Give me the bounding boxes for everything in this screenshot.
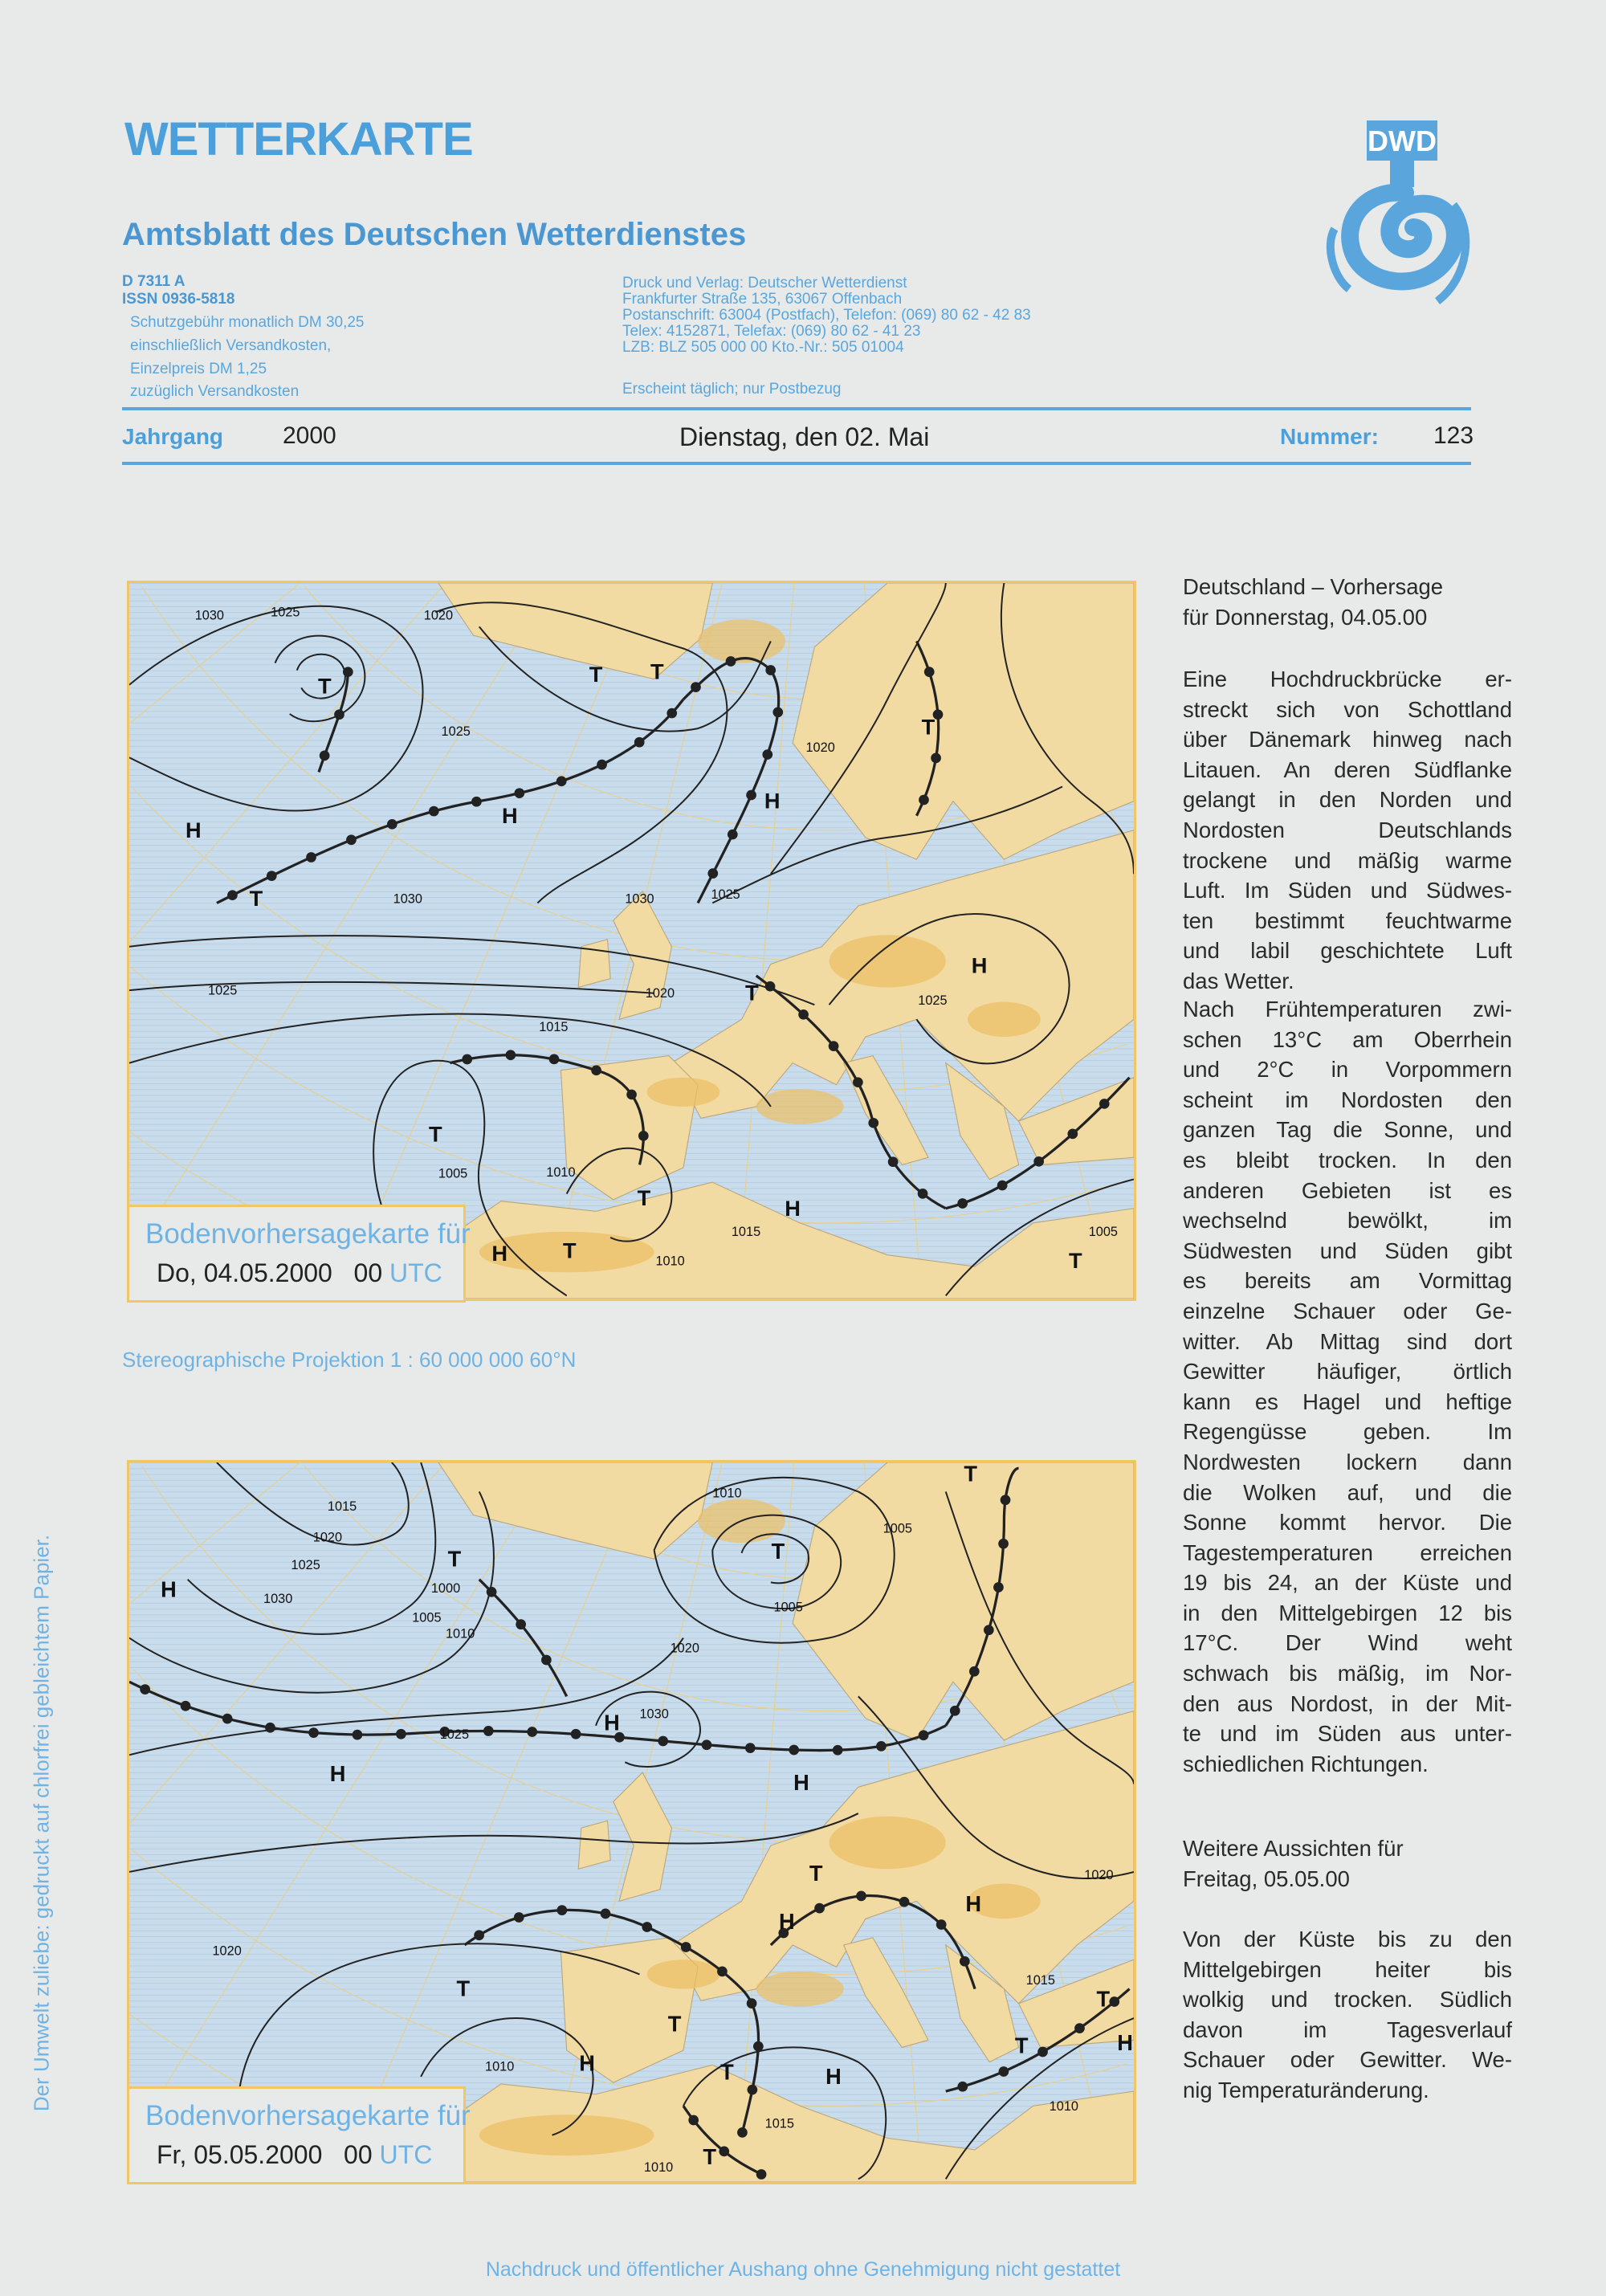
publisher-line: Erscheint täglich; nur Postbezug [622,381,842,398]
front-symbol [514,788,524,798]
front-symbol [984,1625,994,1635]
text-line: witter. Ab Mittag sind dort [1183,1328,1512,1354]
front-symbol [691,682,701,692]
high-pressure-label: H [965,1891,982,1917]
front-symbol [899,1897,910,1907]
isobar-label: 1010 [445,1626,475,1641]
caption-title: Bodenvorhersagekarte für [145,2100,471,2131]
front-symbol [745,1743,756,1753]
isobar-label: 1030 [263,1591,293,1606]
text-line: scheint im Nordosten den [1183,1087,1512,1112]
high-pressure-label: H [329,1760,346,1787]
front-symbol [918,1189,928,1199]
front-symbol [960,1956,970,1967]
high-pressure-label: H [825,2063,842,2089]
front-symbol [957,2082,968,2092]
map-caption-friday [127,2086,471,2184]
text-line: anderen Gebieten ist es [1183,1177,1512,1203]
isobar-label: 1015 [731,1225,761,1240]
text-line: Nach Frühtemperaturen zwi- [1183,997,1512,1022]
land [578,940,610,988]
front-symbol [753,2041,764,2052]
isobar-label: 1025 [441,724,471,740]
front-symbol [688,2115,699,2126]
isobar-label: 1025 [918,993,948,1009]
text-line: Luft. Im Süden und Südwes- [1183,878,1512,903]
text-line: Südwesten und Süden gibt [1183,1238,1512,1263]
front-symbol [353,1730,363,1740]
high-pressure-label: H [764,788,781,814]
front-symbol [514,1912,524,1923]
front-symbol [868,1118,878,1128]
price-line: zuzüglich Versandkosten [130,383,300,400]
low-pressure-label: T [703,2144,716,2170]
text-line: gelangt in den Norden und [1183,787,1512,813]
isobar-label: 1030 [393,891,422,907]
front-symbol [762,749,772,760]
map-caption-thursday [127,1205,471,1303]
relief [756,1972,844,2007]
low-pressure-label: T [456,1976,471,2001]
text-line: Sonne kommt hervor. Die [1183,1510,1512,1535]
isobar-label: 1030 [194,608,225,623]
front-symbol [334,709,344,720]
high-pressure-label: H [161,1576,177,1602]
date: Fr, 05.05.2000 [157,2140,323,2169]
text-line: die Wolken auf, und die [1183,1479,1512,1505]
front-symbol [747,1998,757,2008]
weather-map-thursday [127,581,1136,1301]
isobar-label: 1025 [711,887,740,902]
page-title: WETTERKARTE [124,113,473,165]
high-pressure-label: H [793,1769,809,1795]
low-pressure-label: T [447,1546,462,1572]
front-symbol [346,834,357,845]
text-line: den aus Nordost, in der Mit- [1183,1690,1512,1716]
text-line: und 2°C in Vorpommern [1183,1057,1512,1083]
publisher-line: Druck und Verlag: Deutscher Wetterdienst [622,275,907,292]
forecast-paragraph [1183,664,1512,997]
front-symbol [789,1745,799,1756]
low-pressure-label: T [771,1539,785,1564]
isobar-label: 1020 [805,740,835,756]
publisher-line: Frankfurter Straße 135, 63067 Offenbach [622,291,903,308]
front-symbol [997,1181,1008,1191]
front-symbol [998,1539,1009,1549]
low-pressure-label: T [317,673,332,699]
front-symbol [591,1065,601,1075]
text-line: kann es Hagel und heftige [1183,1389,1512,1414]
isobar-label: 1005 [882,1521,913,1536]
low-pressure-label: T [1096,1986,1111,2012]
front-symbol [748,2085,758,2095]
isobar-label: 1015 [327,1499,357,1515]
front-symbol [1037,2047,1048,2057]
text-line: für Donnerstag, 04.05.00 [1183,604,1428,630]
high-pressure-label: H [1117,2030,1133,2056]
text-line: Schauer oder Gewitter. We- [1183,2047,1512,2073]
isobar-label: 1020 [670,1641,699,1656]
text-line: Nordosten Deutschlands [1183,817,1512,842]
utc: UTC [379,2140,433,2169]
isobar-label: 1025 [291,1557,320,1572]
forecast-heading [1183,572,1512,632]
low-pressure-label: T [650,659,664,684]
low-pressure-label: T [249,886,263,911]
text-line: Gewitter häufiger, örtlich [1183,1359,1512,1385]
text-line: Weitere Aussichten für [1183,1836,1404,1861]
isobar-label: 1010 [1049,2098,1079,2114]
text-line: wolkig und trocken. Südlich [1183,1987,1512,2013]
relief [968,1002,1041,1037]
text-line: das Wetter. [1183,968,1294,993]
low-pressure-label: T [667,2011,682,2037]
front-symbol [1033,1156,1044,1167]
caption-date [157,1258,442,1288]
front-symbol [308,1727,319,1738]
high-pressure-label: H [785,1195,801,1221]
low-pressure-label: T [1014,2033,1029,2058]
front-symbol [936,1919,947,1930]
front-symbol [856,1891,866,1902]
divider [122,462,1471,465]
price-line: Schutzgebühr monatlich DM 30,25 [130,314,365,331]
issue-date: Dienstag, den 02. Mai [679,422,930,451]
isobar-label: 1015 [1025,1973,1055,1988]
price-line: einschließlich Versandkosten, [130,337,332,354]
front-symbol [638,1131,649,1141]
divider [122,407,1471,410]
isobar-label: 1025 [208,983,238,998]
side-note: Der Umwelt zuliebe: gedruckt auf chlorfrei gebleichtem Papier. [29,1534,54,2112]
date: Do, 04.05.2000 [157,1258,332,1287]
text-line: einzelne Schauer oder Ge- [1183,1298,1512,1323]
isobar-label: 1005 [1088,1225,1119,1240]
isobar-label: 1020 [312,1530,343,1545]
text-line: Tagestemperaturen erreichen [1183,1540,1512,1565]
front-symbol [181,1701,191,1711]
high-pressure-label: H [491,1240,508,1266]
low-pressure-label: T [744,980,759,1005]
front-symbol [429,806,439,817]
dwd-logo [1317,116,1478,317]
front-symbol [1099,1099,1110,1109]
jahrgang-label: Jahrgang [122,424,224,449]
front-symbol [876,1741,887,1752]
front-symbol [506,1050,516,1060]
front-symbol [919,795,929,805]
isobar-label: 1005 [773,1600,803,1615]
footer-note: Nachdruck und öffentlicher Aushang ohne Genehmigung nicht gestattet [485,2258,1121,2281]
low-pressure-label: T [589,662,603,687]
low-pressure-label: T [1069,1248,1082,1273]
jahrgang-value: 2000 [283,422,336,449]
text-line: wechselnd bewölkt, im [1183,1208,1512,1234]
front-symbol [888,1156,899,1167]
text-line: Freitag, 05.05.00 [1183,1866,1350,1891]
hour: 00 [344,2140,373,2169]
front-symbol [814,1903,825,1914]
front-symbol [140,1684,150,1694]
front-symbol [931,753,941,764]
low-pressure-label: T [637,1185,651,1211]
front-symbol [597,760,607,770]
isobar-label: 1000 [430,1581,461,1597]
relief [829,935,946,987]
front-symbol [471,797,482,807]
front-symbol [765,981,776,992]
high-pressure-label: H [502,802,518,828]
isobar-label: 1015 [539,1019,569,1034]
logo-text: DWD [1368,124,1437,157]
front-symbol [919,1730,929,1740]
text-line: Deutschland – Vorhersage [1183,574,1444,599]
front-symbol [772,708,783,718]
text-line: 17°C. Der Wind weht [1183,1630,1512,1656]
text-line: Litauen. An deren Südflanke [1183,756,1512,782]
caption-title: Bodenvorhersagekarte für [145,1218,471,1250]
front-symbol [681,1942,691,1952]
front-symbol [541,1655,552,1666]
low-pressure-label: T [921,714,935,740]
front-symbol [728,830,738,840]
map-canvas [129,1462,1134,2182]
text-line: schiedlichen Richtungen. [1183,1751,1429,1776]
front-symbol [343,667,353,677]
relief [698,619,785,663]
publisher-line: LZB: BLZ 505 000 00 Kto.-Nr.: 505 01004 [622,339,904,356]
publication-code: D 7311 A [122,273,185,290]
high-pressure-label: H [779,1908,795,1934]
weather-map-friday [127,1460,1136,2184]
isobar-label: 1015 [764,2116,794,2131]
front-symbol [833,1745,843,1756]
nummer-value: 123 [1433,422,1474,449]
projection-note: Stereographische Projektion 1 : 60 000 000 60°N [122,1348,577,1372]
front-symbol [634,737,645,748]
text-line: ganzen Tag die Sonne, und [1183,1117,1512,1143]
low-pressure-label: T [964,1462,977,1486]
nummer-label: Nummer: [1280,424,1379,449]
front-symbol [474,1930,484,1940]
isobar-label: 1010 [643,2160,674,2176]
front-symbol [396,1729,406,1739]
front-symbol [717,1966,728,1976]
high-pressure-label: H [971,952,988,978]
front-symbol [306,852,316,863]
land [578,1821,610,1869]
front-symbol [1109,1996,1119,2007]
front-symbol [798,1009,809,1020]
front-symbol [853,1077,863,1087]
front-symbol [950,1706,960,1716]
front-symbol [999,2066,1009,2077]
front-symbol [924,667,935,677]
relief [647,1960,720,1988]
text-line: es bleibt trocken. In den [1183,1147,1512,1172]
text-line: Regengüsse geben. Im [1183,1419,1512,1445]
front-symbol [483,1726,494,1736]
front-symbol [516,1619,526,1629]
price-line: Einzelpreis DM 1,25 [130,361,267,377]
front-symbol [719,2147,729,2157]
text-line: Eine Hochdruckbrücke er- [1183,667,1512,691]
text-line: 19 bis 24, an der Küste und [1183,1570,1512,1596]
relief [756,1089,844,1124]
isobar-label: 1020 [423,608,454,623]
front-symbol [1074,2023,1085,2033]
text-line: Mittelgebirgen heiter bis [1183,1956,1512,1982]
front-symbol [969,1666,980,1677]
isobar-label: 1020 [1084,1868,1114,1883]
page-subtitle: Amtsblatt des Deutschen Wetterdienstes [122,217,747,252]
hour: 00 [353,1258,383,1287]
low-pressure-label: T [563,1238,577,1263]
isobar-label: 1030 [639,1707,669,1722]
publisher-line: Telex: 4152871, Telefax: (069) 80 62 - 41 23 [622,323,921,340]
front-symbol [487,1587,497,1597]
low-pressure-label: T [809,1860,823,1886]
text-line: ten bestimmt feuchtwarme [1183,907,1512,933]
issn: ISSN 0936-5818 [122,291,235,308]
text-line: streckt sich von Schottland [1183,696,1512,722]
isobar-label: 1005 [412,1610,442,1625]
front-symbol [527,1727,537,1737]
front-symbol [267,871,277,881]
front-symbol [265,1723,275,1733]
low-pressure-label: T [720,2059,734,2085]
front-symbol [556,776,567,786]
text-line: Von der Küste bis zu den [1183,1927,1512,1951]
isobar-label: 1010 [546,1164,576,1180]
front-symbol [556,1905,567,1915]
high-pressure-label: H [604,1710,620,1735]
relief [829,1817,946,1870]
front-symbol [387,819,397,830]
isobar-label: 1025 [271,605,300,620]
isobar-label: 1010 [655,1254,685,1269]
text-line: Nordwesten lockern dann [1183,1449,1512,1474]
front-symbol [626,1090,637,1100]
isobar-label: 1020 [645,986,675,1001]
isobar-label: 1010 [712,1486,742,1501]
text-line: und labil geschichtete Luft [1183,938,1512,964]
text-line: in den Mittelgebirgen 12 bis [1183,1600,1512,1625]
text-line: davon im Tagesverlauf [1183,2017,1512,2042]
publisher-line: Postanschrift: 63004 (Postfach), Telefon: (069) 80 62 - 42 83 [622,307,1031,324]
isobar-label: 1025 [439,1727,470,1743]
forecast-paragraph [1183,1924,1512,2106]
front-symbol [320,751,330,761]
front-symbol [993,1582,1004,1593]
front-symbol [549,1054,560,1064]
front-symbol [222,1714,233,1724]
front-symbol [571,1729,581,1739]
map-canvas [129,583,1134,1299]
low-pressure-label: T [428,1121,442,1147]
front-symbol [666,708,677,719]
front-symbol [462,1054,472,1065]
text-line: es bereits am Vormittag [1183,1268,1512,1294]
text-line: nig Temperaturänderung. [1183,2077,1429,2102]
text-line: schwach bis mäßig, im Nor- [1183,1661,1512,1686]
high-pressure-label: H [579,2050,595,2076]
text-line: schen 13°C am Oberrhein [1183,1026,1512,1052]
front-symbol [765,665,776,675]
forecast-heading [1183,1833,1512,1894]
front-symbol [658,1736,668,1747]
front-symbol [601,1908,611,1919]
front-symbol [746,790,756,801]
forecast-paragraph [1183,994,1512,1779]
front-symbol [227,890,238,900]
front-symbol [1001,1495,1011,1505]
isobar-label: 1030 [625,891,654,907]
text-line: über Dänemark hinweg nach [1183,727,1512,752]
relief [647,1078,720,1107]
front-symbol [702,1739,712,1750]
text-line: te und im Süden aus unter- [1183,1721,1512,1747]
front-symbol [737,2127,748,2138]
utc: UTC [389,1258,442,1287]
isobar-label: 1020 [212,1943,242,1959]
front-symbol [829,1041,839,1051]
text-line: trockene und mäßig warme [1183,847,1512,873]
front-symbol [1067,1129,1078,1140]
caption-date [157,2140,432,2170]
front-symbol [756,2169,767,2180]
front-symbol [726,656,736,667]
isobar-label: 1005 [438,1166,468,1181]
isobar-label: 1010 [485,2059,515,2074]
front-symbol [957,1198,968,1209]
front-symbol [707,868,718,879]
front-symbol [642,1922,652,1932]
relief [479,2115,654,2155]
high-pressure-label: H [185,817,202,842]
